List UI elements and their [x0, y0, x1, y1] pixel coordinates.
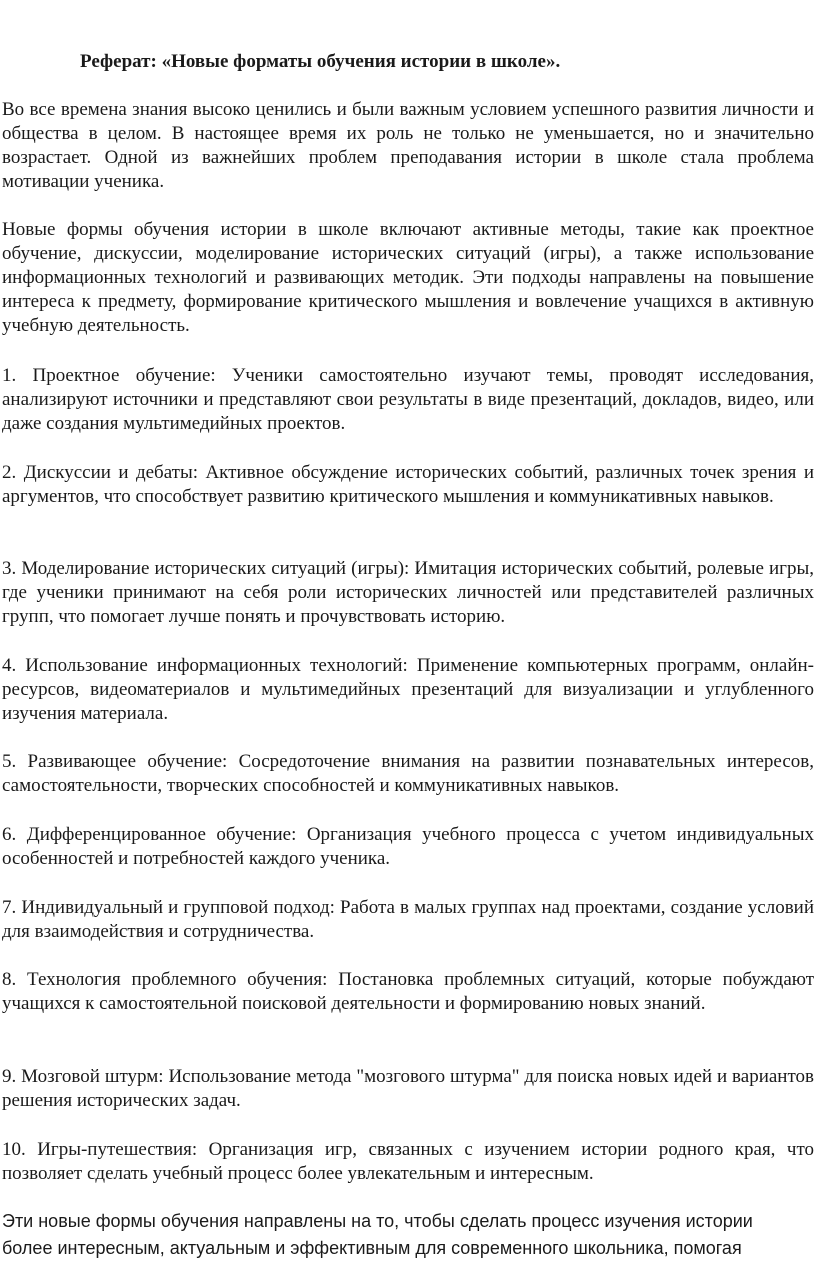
list-item-modeling: 3. Моделирование исторических ситуаций (игры): Имитация исторических событий, ролевые игры, где ученики принимают на себя роли исторических личностей или представителей различных групп, что помогает лучше понять и прочувствовать историю. — [2, 558, 814, 627]
list-item-travel-games: 10. Игры-путешествия: Организация игр, связанных с изучением истории родного края, что позволяет сделать учебный процесс более увлекательным и интересным. — [2, 1139, 814, 1184]
list-item-individual-group: 7. Индивидуальный и групповой подход: Работа в малых группах над проектами, создание условий для взаимодействия и сотрудничества. — [2, 897, 814, 942]
list-item-brainstorm: 9. Мозговой штурм: Использование метода "мозгового штурма" для поиска новых идей и вариантов решения исторических задач. — [2, 1066, 814, 1111]
list-item-problem-learning: 8. Технология проблемного обучения: Постановка проблемных ситуаций, которые побуждают учащихся к самостоятельной поисковой деятельности и формированию новых знаний. — [2, 969, 814, 1014]
list-item-information-technologies: 4. Использование информационных технологий: Применение компьютерных программ, онлайн-ресурсов, видеоматериалов и мультимедийных презентаций для визуализации и углубленного изучения материала. — [2, 655, 814, 724]
paragraph-conclusion: Эти новые формы обучения направлены на то, чтобы сделать процесс изучения истории более интересным, актуальным и эффективным для современного школьника, помогая — [2, 1211, 753, 1258]
list-item-discussions: 2. Дискуссии и дебаты: Активное обсуждение исторических событий, различных точек зрения и аргументов, что способствует развитию критического мышления и коммуникативных навыков. — [2, 462, 814, 507]
paragraph-overview: Новые формы обучения истории в школе включают активные методы, такие как проектное обучение, дискуссии, моделирование исторических ситуаций (игры), а также использование информационных технологий и развивающих методик. Эти подходы направлены на повышение интереса к предмету, формирование критического мышления и вовлечение учащихся в активную учебную деятельность. — [2, 219, 814, 336]
document-title: Реферат: «Новые форматы обучения истории в школе». — [80, 51, 561, 72]
list-item-differentiated-learning: 6. Дифференцированное обучение: Организация учебного процесса с учетом индивидуальных особенностей и потребностей каждого ученика. — [2, 824, 814, 869]
paragraph-intro: Во все времена знания высоко ценились и были важным условием успешного развития личности и общества в целом. В настоящее время их роль не только не уменьшается, но и значительно возрастает. Одной из важнейших проблем преподавания истории в школе стала проблема мотивации ученика. — [2, 99, 814, 192]
list-item-developmental-learning: 5. Развивающее обучение: Сосредоточение внимания на развитии познавательных интересов, самостоятельности, творческих способностей и коммуникативных навыков. — [2, 751, 814, 796]
list-item-project-learning: 1. Проектное обучение: Ученики самостоятельно изучают темы, проводят исследования, анализируют источники и представляют свои результаты в виде презентаций, докладов, видео, или даже создания мультимедийных проектов. — [2, 365, 814, 434]
